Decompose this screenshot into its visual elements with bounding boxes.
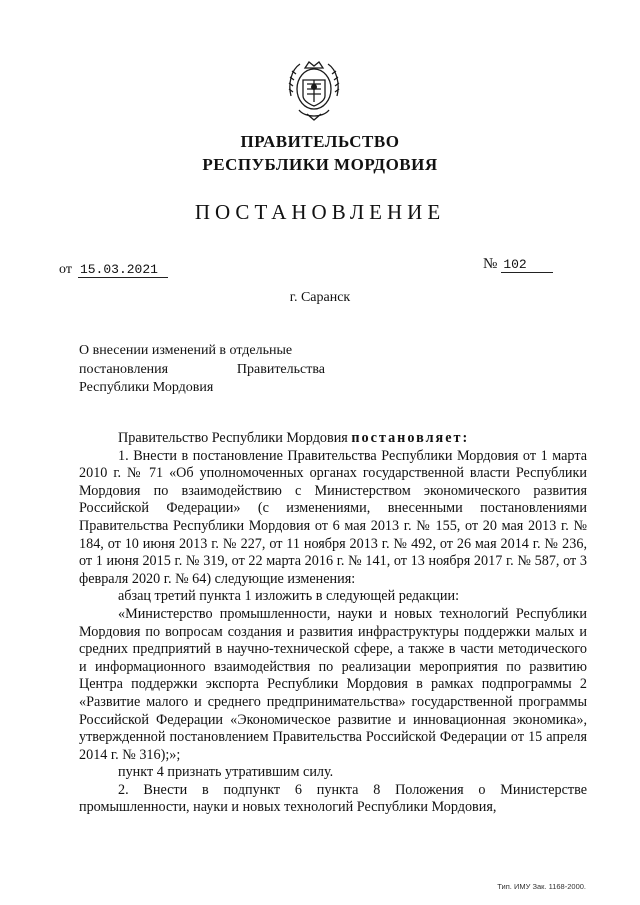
subject-line: О внесении изменений в отдельные [79,343,293,358]
paragraph: абзац третий пункта 1 изложить в следующей редакции: [118,588,460,605]
intro-paragraph: Правительство Республики Мордовия постановляет: [118,430,470,446]
subject-line: постановления Правительства [79,361,325,377]
paragraph: «Министерство промышленности, науки и новых технологий Республики Мордовия по вопросам создания и развития инфраструктуры поддержки малых и средних предприятий в научно-технической сфере, а также в части методического и информационного взаимодействия по реализации мероприятия по развитию Центра поддержки экспорта Республики Мордовия в рамках подпрограммы 2 «Развитие малого и среднего предпринимательства» государственной программы Российской Федерации «Экономическое развитие и инновационная экономика», утвержденной постановлением Правительства Российской Федерации от 15 апреля 2014 г. № 316);»; [79,605,587,763]
decree-keyword: постановляет: [351,430,470,446]
date-value: 15.03.2021 [78,262,168,278]
coat-of-arms-icon [285,56,343,124]
paragraph: 1. Внести в постановление Правительства Республики Мордовия от 1 марта 2010 г. № 71 «Об уполномоченных органах государственной власти Республики Мордовия по взаимодействию с Министерством экономического развития Российской Федерации» (с изменениями, внесенными постановлениями Правительства Республики Мордовия от 6 мая 2013 г. № 155, от 20 мая 2013 г. № 184, от 10 июня 2013 г. № 227, от 11 ноября 2013 г. № 492, от 26 мая 2014 г. № 236, от 1 июня 2015 г. № 319, от 22 марта 2016 г. № 141, от 13 ноября 2017 г. № 587, от 3 февраля 2020 г. № 64) следующие изменения: [79,447,587,587]
document-type: ПОСТАНОВЛЕНИЕ [194,200,446,224]
date-prefix: от [59,262,72,277]
print-mark: Тип. ИМУ Зак. 1168-2000. [497,882,586,891]
date-field [59,262,168,278]
number-field [483,256,553,273]
number-prefix: № [483,256,498,272]
subject-line: Республики Мордовия [79,380,214,395]
document-subject [79,342,325,398]
government-subtitle: РЕСПУБЛИКИ МОРДОВИЯ [202,155,438,174]
document-body [79,430,587,817]
paragraph: 2. Внести в подпункт 6 пункта 8 Положения о Министерстве промышленности, науки и новых технологий Республики Мордовия, [79,781,587,816]
city: г. Саранск [289,290,351,305]
government-title: ПРАВИТЕЛЬСТВО [240,132,400,151]
paragraph: пункт 4 признать утратившим силу. [118,764,334,781]
number-value: 102 [501,257,552,273]
